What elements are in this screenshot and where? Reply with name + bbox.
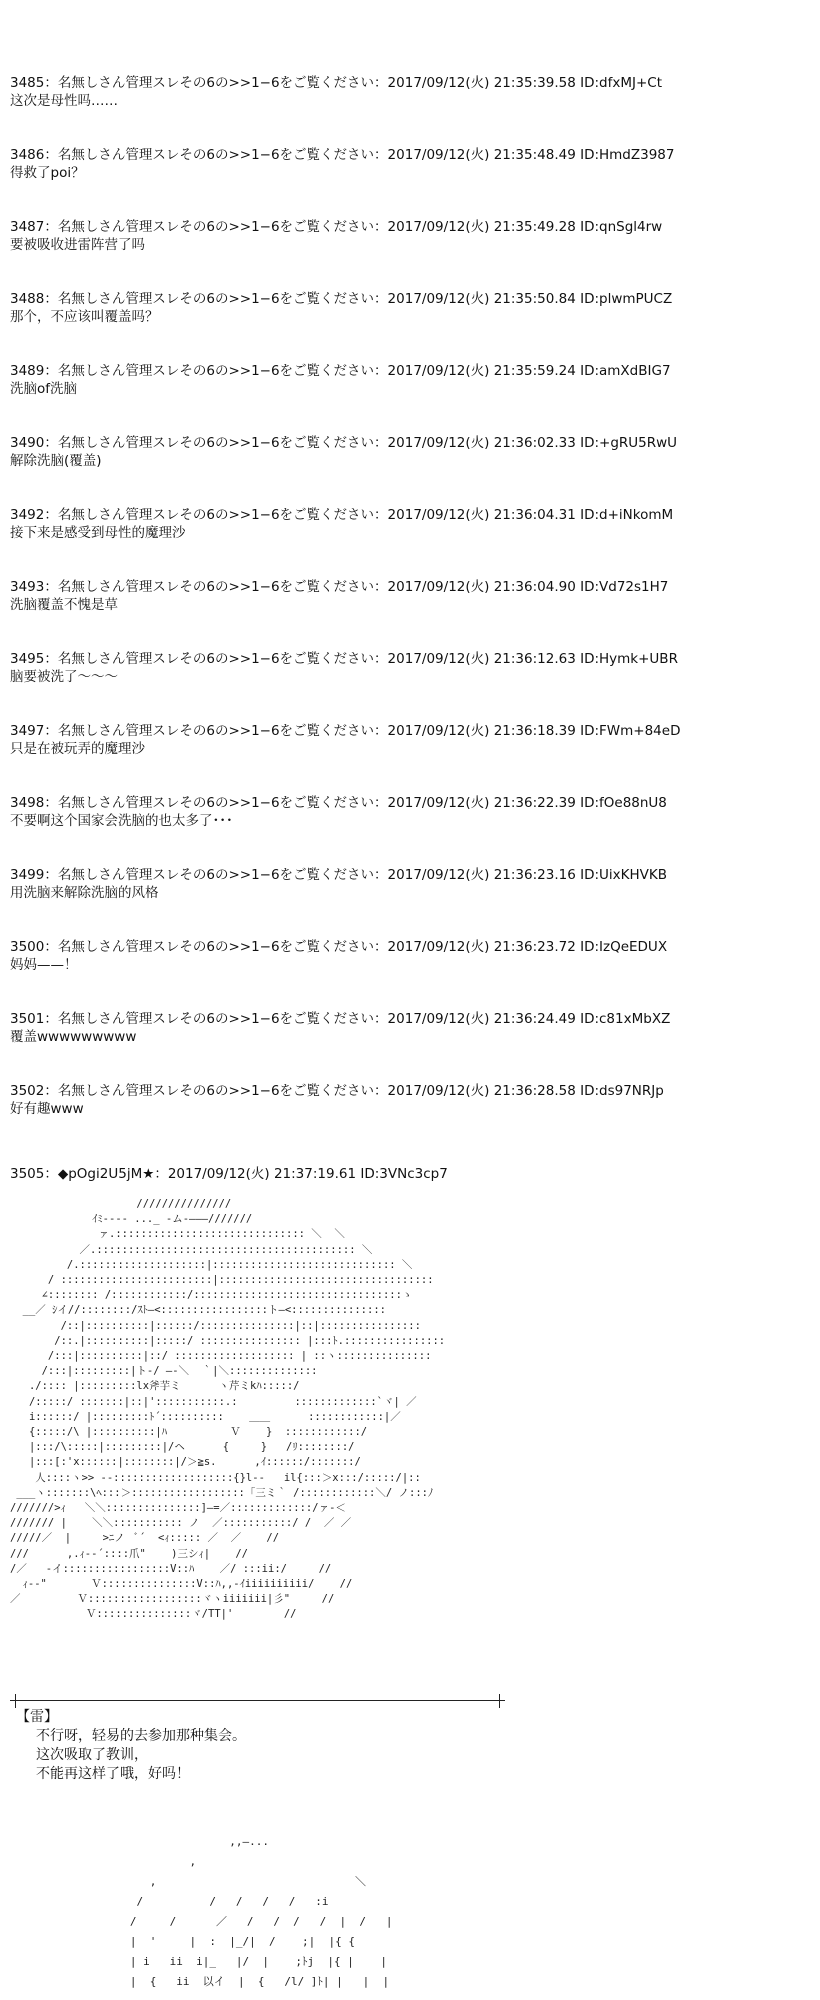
divider-line [10,1700,505,1701]
post-body: 用洗脑来解除洗脑的风格 [10,885,159,901]
post [10,866,800,938]
post-header: 3498：名無しさん管理スレその6の>>1−6をご覧ください：2017/09/12(火) 21:36:22.39 ID:fOe88nU8 [10,795,667,811]
post-header: 3486：名無しさん管理スレその6の>>1−6をご覧ください：2017/09/12(火) 21:35:48.49 ID:HmdZ3987 [10,147,675,163]
post-header: 3497：名無しさん管理スレその6の>>1−6をご覧ください：2017/09/12(火) 21:36:18.39 ID:FWm+84eD [10,723,681,739]
post-body: 洗脑覆盖不愧是草 [10,597,118,613]
post [10,362,800,434]
post-header: 3490：名無しさん管理スレその6の>>1−6をご覧ください：2017/09/12(火) 21:36:02.33 ID:+gRU5RwU [10,435,678,451]
post [10,434,800,506]
post-body: 脑要被洗了〜〜〜 [10,669,118,685]
post-header: 3495：名無しさん管理スレその6の>>1−6をご覧ください：2017/09/12(火) 21:36:12.63 ID:Hymk+UBR [10,651,678,667]
post-header: 3493：名無しさん管理スレその6の>>1−6をご覧ください：2017/09/12(火) 21:36:04.90 ID:Vd72s1H7 [10,579,669,595]
post-header: 3502：名無しさん管理スレその6の>>1−6をご覧ください：2017/09/12(火) 21:36:28.58 ID:ds97NRJp [10,1083,664,1099]
post [10,578,800,650]
post-header: 3488：名無しさん管理スレその6の>>1−6をご覧ください：2017/09/12(火) 21:35:50.84 ID:plwmPUCZ [10,291,673,307]
post-body: 妈妈——！ [10,957,78,973]
aa-post [10,1165,800,1623]
speech-line: 不行呀，轻易的去参加那种集会。 [36,1728,246,1744]
post [10,938,800,1010]
post [10,650,800,722]
ascii-art: /////////////// ｲﾐ---- ..._ -ム-―――/////// ァ.:::::::::::::::::::::::::::::: ＼ ＼ ／.::::::::::::::::::::::::::::::::::::::::: ＼ /.::::::::::::::::::::|::::::::::::::::::::::::::::: ＼ / ::::::::::::::::::::::::|:::::::::::::::::::::::::::::::::: ∠:::::::: /::::::::::::/:::::::::::::::::::::::::::::::::ゝ __／ ｼイ//::::::::/ｽﾄ―<:::::::::::::::::ト―<::::::::::::::: /::|::::::::::|::::::/:::::::::::::::|::|:::::::::::::::: /::.|::::::::::|:::::/ :::::::::::::::: |:::ﾄ.:::::::::::::::: /:::|::::::::::|::/ ::::::::::::::::::: | ::ヽ::::::::::::::: /:::|:::::::::|ト-/ ―-＼ ｀|＼:::::::::::::: ./:::: |:::::::::lx斧芋ミ ヽ芹ミkﾊ:::::/ /:::::/ :::::::|::|':::::::::::.: :::::::::::::`ヾ| ／ i::::::/ |:::::::::ﾄ´:::::::::: ＿＿ ::::::::::::|／ {:::::/\ |::::::::::|ﾊ Ｖ } ::::::::::::/ |:::/\:::::|:::::::::|/ヘ { } /ﾘ::::::::/ |:::[:'x::::::|::::::::|/＞≧s. ,ｲ::::::/:::::::/ 人::::ヽ>> --:::::::::::::::::::{}l-- il{:::＞x:::/:::::/|:: ___ヽ:::::::\ﾍ:::＞::::::::::::::::::「三ミ｀ /::::::::::::＼/ ノ:::ﾉ ///////>ｨ ＼＼:::::::::::::::]―=／:::::::::::::/ァ-＜ /////// | ＼＼::::::::::: ノ ／:::::::::::/ / ／ ／ /////／ | >ﾆノ ﾞ´ <ｨ::::: ／ ／ // /// ,.ｨ--´::::爪" )三シｨ| // /／ -イ:::::::::::::::::V::ﾊ ／/ :::ii:/ // ｨ-‐" Ｖ:::::::::::::::V::ﾊ,,-ｲiiiiiiiiii/ // ／ Ｖ::::::::::::::::::ヾヽiiiiiii|彡" // Ｖ:::::::::::::::ヾ/TT|' // [10,1198,446,1621]
post-body: 接下来是感受到母性的魔理沙 [10,525,186,541]
speech-line: 这次吸取了教训， [36,1747,148,1763]
post-header: 3500：名無しさん管理スレその6の>>1−6をご覧ください：2017/09/12(火) 21:36:23.72 ID:IzQeEDUX [10,939,668,955]
thread [10,74,800,1154]
post [10,290,800,362]
post-body: 得救了poi？ [10,165,85,181]
post [10,218,800,290]
speech-line: 不能再这样了哦，好吗！ [36,1766,190,1782]
speaker-label: 【雷】 [16,1709,58,1725]
post [10,146,800,218]
post-header: 3489：名無しさん管理スレその6の>>1−6をご覧ください：2017/09/12(火) 21:35:59.24 ID:amXdBIG7 [10,363,671,379]
aa-post-header: 3505：◆pOgi2U5jM★：2017/09/12(火) 21:37:19.61 ID:3VNc3cp7 [10,1166,448,1182]
post-header: 3499：名無しさん管理スレその6の>>1−6をご覧ください：2017/09/12(火) 21:36:23.16 ID:UixKHVKB [10,867,667,883]
post [10,722,800,794]
post-body: 那个，不应该叫覆盖吗？ [10,309,159,325]
ascii-art-2: ,,―... , , ＼ / / / / / :i / / ／ / / / / | / | | ' | : |_/| / ;| |{ { | i ii i|_ |/ | ;ﾄj |{ | | | { ii 以イ | { /l/ ]ﾄ| | | | [129,1835,393,1988]
post-body: 要被吸收进雷阵营了吗 [10,237,145,253]
post [10,794,800,866]
post [10,74,800,146]
post-body: 覆盖wwwwwwwww [10,1029,137,1045]
post-body: 只是在被玩弄的魔理沙 [10,741,145,757]
post-header: 3487：名無しさん管理スレその6の>>1−6をご覧ください：2017/09/12(火) 21:35:49.28 ID:qnSgl4rw [10,219,663,235]
post-body: 这次是母性吗…… [10,93,118,109]
post-body: 不要啊这个国家会洗脑的也太多了･･･ [10,813,233,829]
post [10,1010,800,1082]
post-body: 解除洗脑(覆盖) [10,453,102,469]
post [10,1082,800,1154]
post [10,506,800,578]
post-header: 3485：名無しさん管理スレその6の>>1−6をご覧ください：2017/09/12(火) 21:35:39.58 ID:dfxMJ+Ct [10,75,662,91]
post-body: 洗脑of洗脑 [10,381,78,397]
post-body: 好有趣www [10,1101,84,1117]
post-header: 3492：名無しさん管理スレその6の>>1−6をご覧ください：2017/09/12(火) 21:36:04.31 ID:d+iNkomM [10,507,674,523]
speech-block [16,1708,246,1784]
post-header: 3501：名無しさん管理スレその6の>>1−6をご覧ください：2017/09/12(火) 21:36:24.49 ID:c81xMbXZ [10,1011,671,1027]
